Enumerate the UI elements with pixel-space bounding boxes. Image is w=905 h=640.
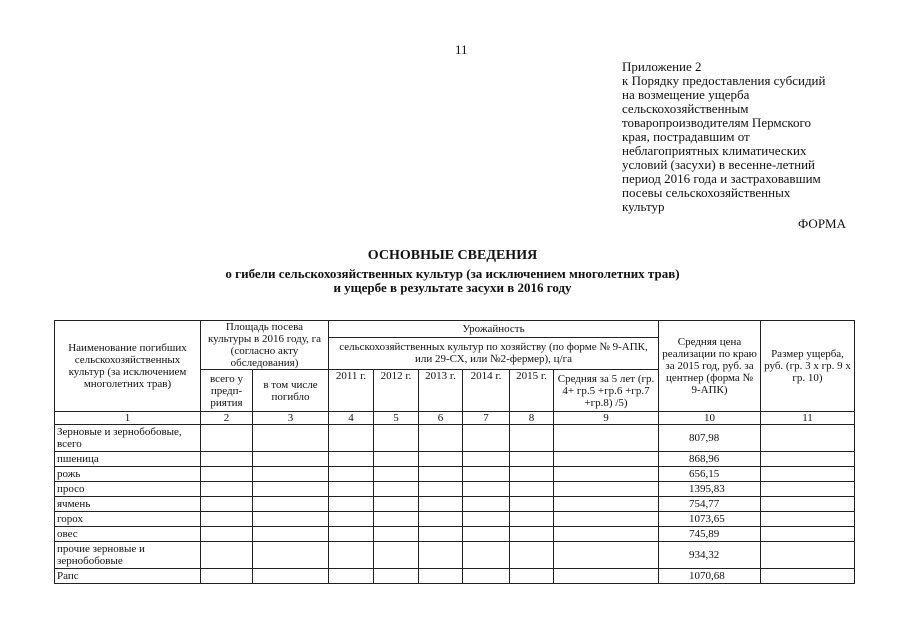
appendix-line: период 2016 года и застраховавшим <box>622 171 821 186</box>
empty-cell <box>419 482 463 497</box>
column-number: 7 <box>463 412 510 425</box>
empty-cell <box>554 497 659 512</box>
table-row <box>55 512 855 527</box>
empty-cell <box>554 467 659 482</box>
header-year-2014: 2014 г. <box>463 370 510 412</box>
crop-price: 868,96 <box>659 452 761 467</box>
empty-cell <box>463 512 510 527</box>
appendix-line: товаропроизводителям Пермского <box>622 115 812 130</box>
empty-cell <box>419 512 463 527</box>
crop-price: 745,89 <box>659 527 761 542</box>
empty-cell <box>510 512 554 527</box>
empty-cell <box>419 467 463 482</box>
crop-name: пшеница <box>55 452 201 467</box>
column-number: 5 <box>374 412 419 425</box>
table-row <box>55 467 855 482</box>
appendix-line: посевы сельскохозяйственных <box>622 185 791 200</box>
empty-cell <box>463 497 510 512</box>
empty-cell <box>201 425 253 452</box>
subtitle-line-2: и ущербе в результате засухи в 2016 году <box>333 280 572 295</box>
column-number: 4 <box>329 412 374 425</box>
empty-cell <box>463 482 510 497</box>
empty-cell <box>463 467 510 482</box>
empty-cell <box>419 542 463 569</box>
empty-cell <box>374 452 419 467</box>
empty-cell <box>329 482 374 497</box>
crop-name: Рапс <box>55 569 201 584</box>
table-row <box>55 527 855 542</box>
appendix-line: сельскохозяйственным <box>622 101 749 116</box>
empty-cell <box>419 452 463 467</box>
empty-cell <box>761 512 855 527</box>
empty-cell <box>201 497 253 512</box>
empty-cell <box>554 452 659 467</box>
empty-cell <box>554 482 659 497</box>
crop-price: 934,32 <box>659 542 761 569</box>
header-area: Площадь посева культуры в 2016 году, га (согласно акту обследования) <box>201 321 329 370</box>
empty-cell <box>419 497 463 512</box>
crop-name: просо <box>55 482 201 497</box>
crop-name: ячмень <box>55 497 201 512</box>
empty-cell <box>419 527 463 542</box>
page-number: 11 <box>455 42 468 57</box>
column-number: 2 <box>201 412 253 425</box>
crop-price: 656,15 <box>659 467 761 482</box>
table-row <box>55 497 855 512</box>
crop-name: рожь <box>55 467 201 482</box>
empty-cell <box>761 497 855 512</box>
empty-cell <box>761 569 855 584</box>
form-label: ФОРМА <box>798 216 846 231</box>
crop-price: 1070,68 <box>659 569 761 584</box>
empty-cell <box>761 452 855 467</box>
subtitle-line-1: о гибели сельскохозяйственных культур (за исключением многолетних трав) <box>225 266 680 281</box>
crop-price: 1073,65 <box>659 512 761 527</box>
appendix-line: Приложение 2 <box>622 59 702 74</box>
header-yield: Урожайность <box>329 321 659 338</box>
header-price: Средняя цена реализации по краю за 2015 год, руб. за центнер (форма № 9-АПК) <box>659 321 761 412</box>
column-number: 10 <box>659 412 761 425</box>
appendix-line: к Порядку предоставления субсидий <box>622 73 826 88</box>
empty-cell <box>510 527 554 542</box>
empty-cell <box>463 527 510 542</box>
empty-cell <box>253 467 329 482</box>
empty-cell <box>329 569 374 584</box>
appendix-line: неблагоприятных климатических <box>622 143 807 158</box>
column-number: 1 <box>55 412 201 425</box>
empty-cell <box>554 425 659 452</box>
empty-cell <box>329 452 374 467</box>
document-title: ОСНОВНЫЕ СВЕДЕНИЯ <box>367 248 538 263</box>
empty-cell <box>761 467 855 482</box>
empty-cell <box>253 497 329 512</box>
column-number: 9 <box>554 412 659 425</box>
empty-cell <box>253 425 329 452</box>
table-row <box>55 425 855 452</box>
empty-cell <box>510 542 554 569</box>
crop-price: 1395,83 <box>659 482 761 497</box>
empty-cell <box>201 569 253 584</box>
table-row <box>55 452 855 467</box>
appendix-line: условий (засухи) в весенне-летний <box>622 157 815 172</box>
empty-cell <box>253 512 329 527</box>
empty-cell <box>419 569 463 584</box>
column-number: 6 <box>419 412 463 425</box>
header-area-total: всего у предп-риятия <box>201 370 253 412</box>
empty-cell <box>201 467 253 482</box>
empty-cell <box>329 497 374 512</box>
empty-cell <box>510 569 554 584</box>
column-number: 8 <box>510 412 554 425</box>
column-numbers-row <box>55 412 855 425</box>
empty-cell <box>463 542 510 569</box>
table-row <box>55 569 855 584</box>
empty-cell <box>374 512 419 527</box>
empty-cell <box>374 497 419 512</box>
empty-cell <box>253 482 329 497</box>
empty-cell <box>253 542 329 569</box>
crop-price: 807,98 <box>659 425 761 452</box>
header-year-2013: 2013 г. <box>419 370 463 412</box>
header-area-lost: в том числе погибло <box>253 370 329 412</box>
empty-cell <box>374 467 419 482</box>
empty-cell <box>329 527 374 542</box>
empty-cell <box>201 527 253 542</box>
header-year-2011: 2011 г. <box>329 370 374 412</box>
column-number: 11 <box>761 412 855 425</box>
empty-cell <box>554 527 659 542</box>
empty-cell <box>374 527 419 542</box>
empty-cell <box>253 569 329 584</box>
empty-cell <box>374 482 419 497</box>
header-average-5-years: Средняя за 5 лет (гр. 4+ гр.5 +гр.6 +гр.7 +гр.8) /5) <box>554 370 659 412</box>
empty-cell <box>554 569 659 584</box>
empty-cell <box>510 467 554 482</box>
empty-cell <box>374 542 419 569</box>
table-row <box>55 542 855 569</box>
header-yield-sub: сельскохозяйственных культур по хозяйству (по форме № 9-АПК, или 29-СХ, или №2-фермер), ц/га <box>329 337 659 369</box>
crop-name: овес <box>55 527 201 542</box>
header-damage: Размер ущерба, руб. (гр. 3 х гр. 9 х гр. 10) <box>761 321 855 412</box>
empty-cell <box>201 542 253 569</box>
empty-cell <box>463 452 510 467</box>
appendix-line: на возмещение ущерба <box>622 87 750 102</box>
empty-cell <box>554 542 659 569</box>
crop-name: Зерновые и зернобобовые, всего <box>55 425 201 452</box>
empty-cell <box>253 527 329 542</box>
empty-cell <box>201 482 253 497</box>
appendix-line: края, пострадавшим от <box>622 129 750 144</box>
empty-cell <box>510 497 554 512</box>
empty-cell <box>329 512 374 527</box>
empty-cell <box>510 425 554 452</box>
empty-cell <box>510 452 554 467</box>
empty-cell <box>374 569 419 584</box>
table-row <box>55 482 855 497</box>
empty-cell <box>329 467 374 482</box>
losses-table <box>54 320 855 584</box>
document-subtitle <box>0 267 905 295</box>
empty-cell <box>463 425 510 452</box>
header-year-2012: 2012 г. <box>374 370 419 412</box>
header-year-2015: 2015 г. <box>510 370 554 412</box>
crop-name: горох <box>55 512 201 527</box>
appendix-note <box>622 60 862 214</box>
crop-name: прочие зерновые и зернобобовые <box>55 542 201 569</box>
crop-price: 754,77 <box>659 497 761 512</box>
header-crop-name: Наименование погибших сельскохозяйственных культур (за исключением многолетних трав) <box>55 321 201 412</box>
empty-cell <box>329 425 374 452</box>
empty-cell <box>510 482 554 497</box>
empty-cell <box>761 425 855 452</box>
appendix-line: культур <box>622 199 665 214</box>
empty-cell <box>419 425 463 452</box>
empty-cell <box>201 452 253 467</box>
empty-cell <box>761 542 855 569</box>
empty-cell <box>201 512 253 527</box>
empty-cell <box>761 482 855 497</box>
empty-cell <box>554 512 659 527</box>
column-number: 3 <box>253 412 329 425</box>
empty-cell <box>374 425 419 452</box>
empty-cell <box>253 452 329 467</box>
empty-cell <box>329 542 374 569</box>
empty-cell <box>761 527 855 542</box>
empty-cell <box>463 569 510 584</box>
